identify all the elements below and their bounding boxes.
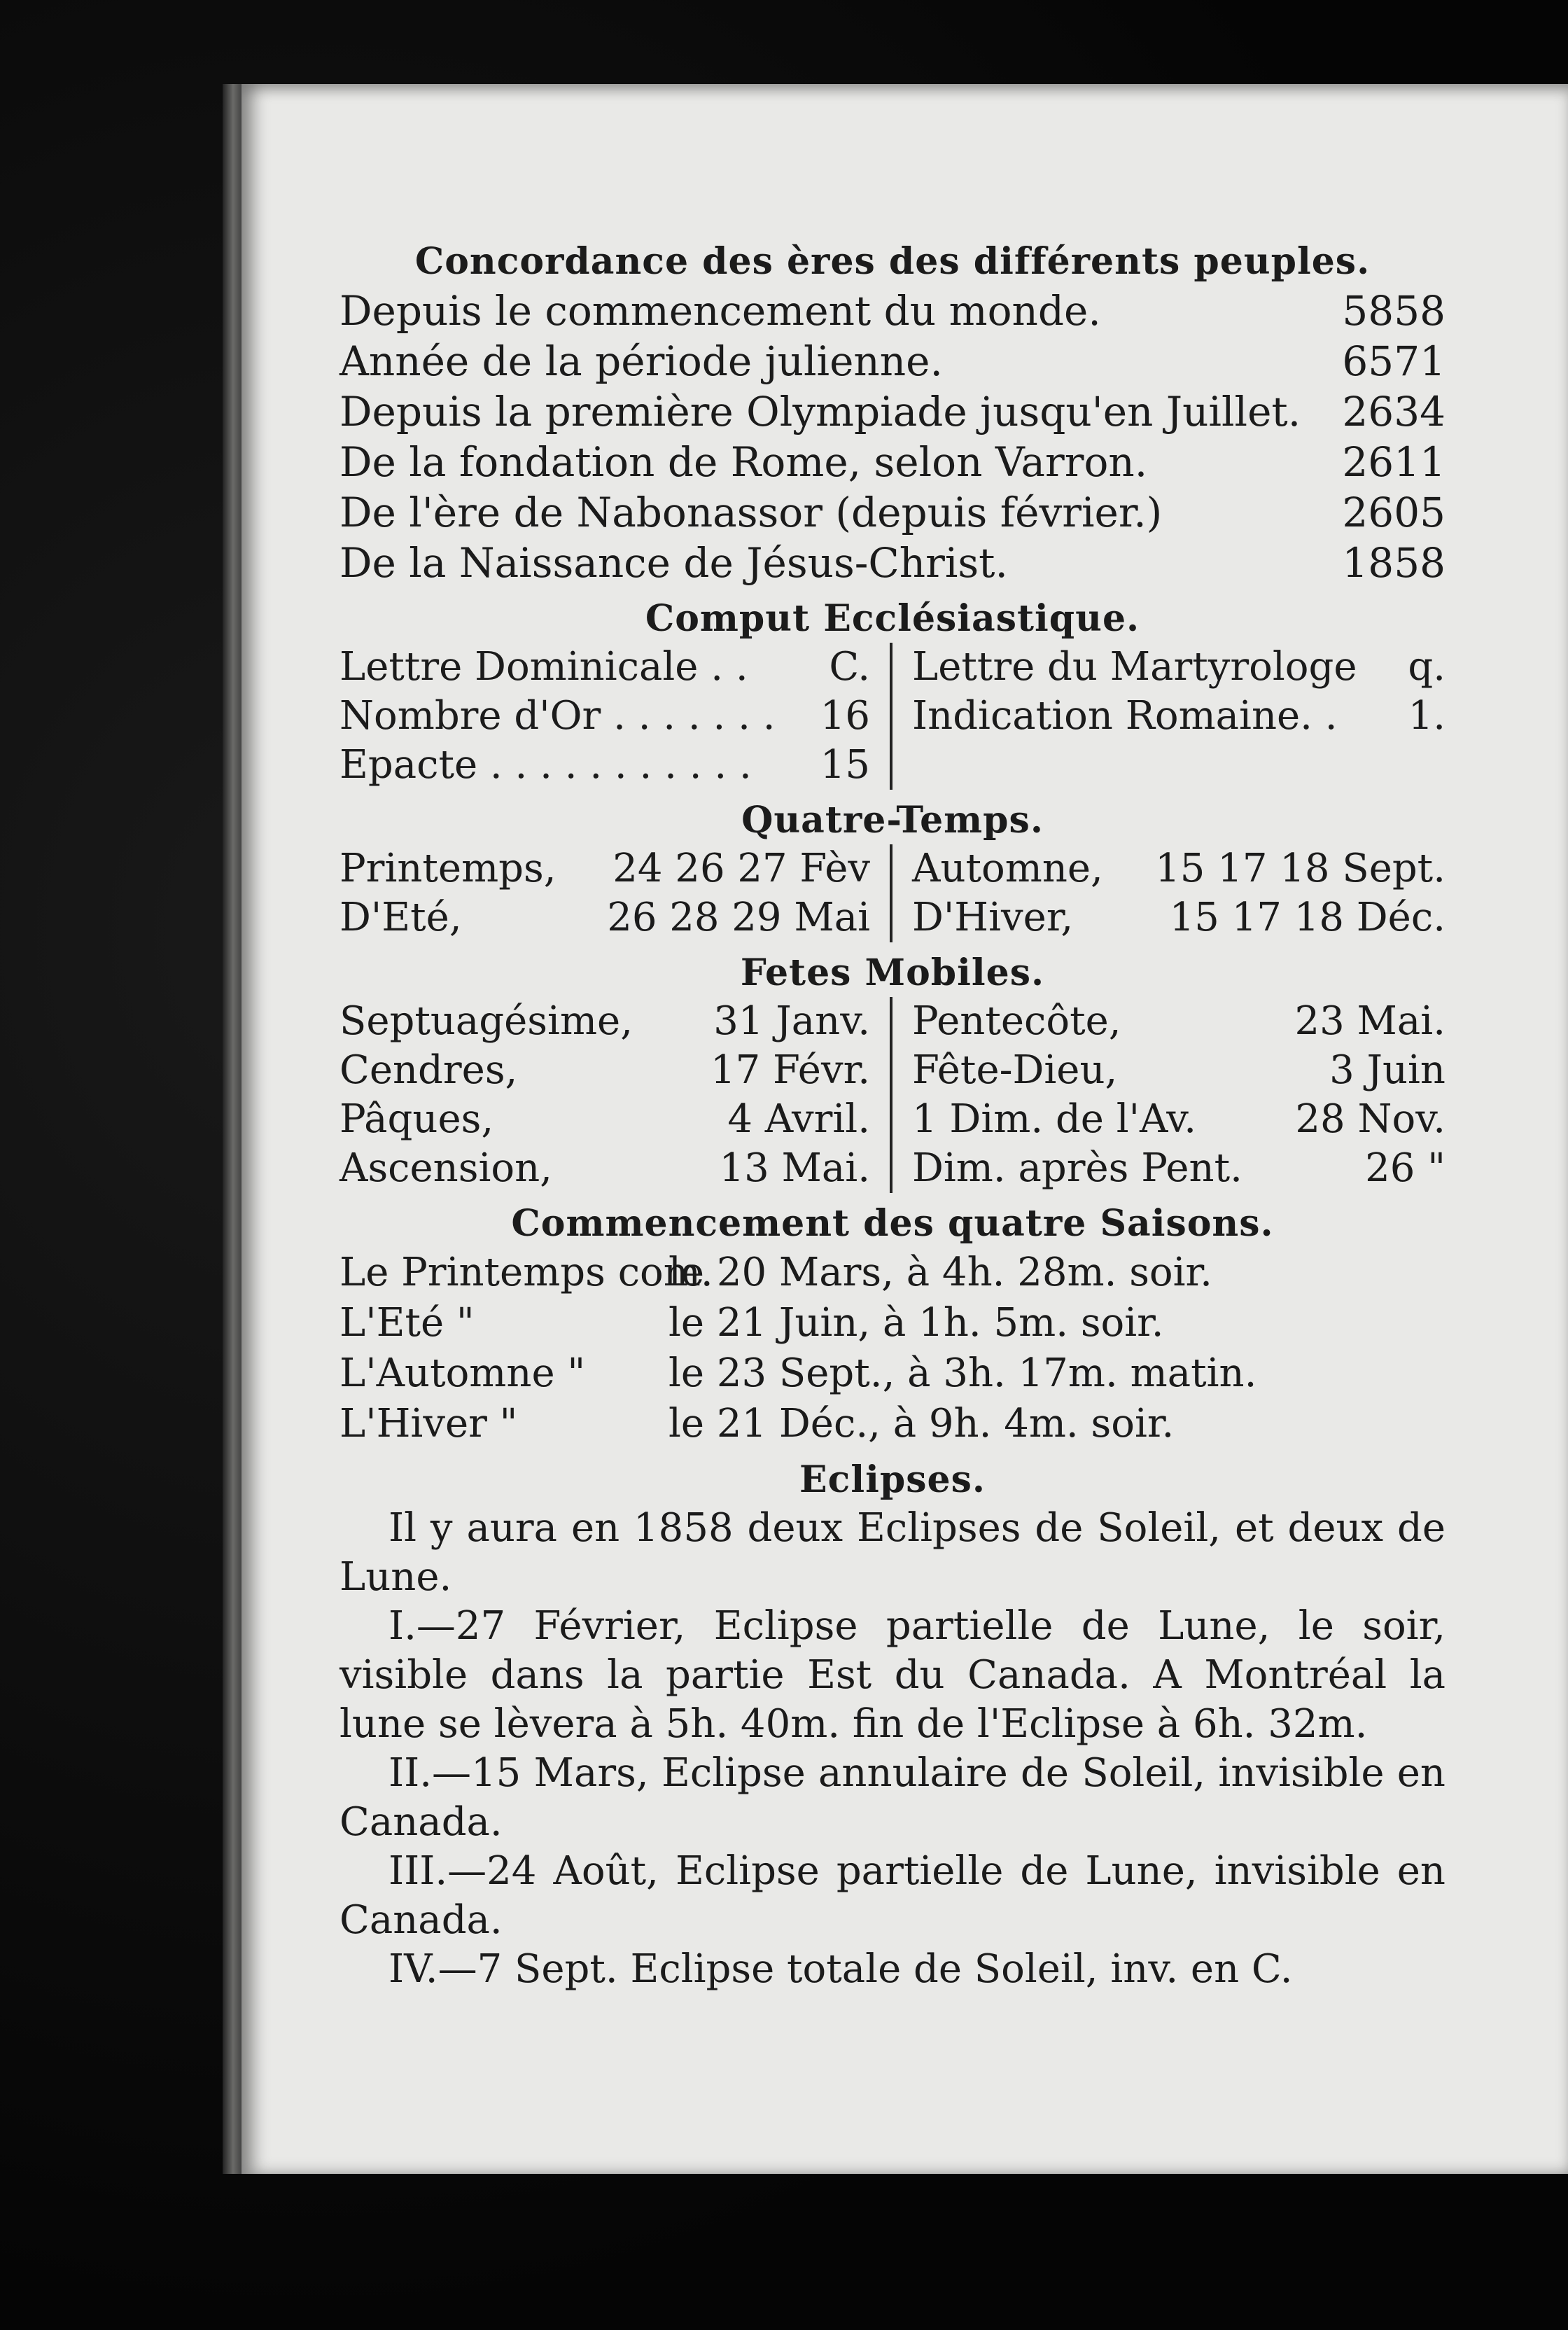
- almanac-page: [241, 84, 1568, 2174]
- era-row: Année de la période julienne. 6571: [340, 337, 1446, 385]
- fete-cell: Dim. après Pent. 26 ": [912, 1145, 1446, 1191]
- fete-cell: Septuagésime, 31 Janv.: [340, 998, 870, 1044]
- section-title-eras: Concordance des ères des différents peuples.: [414, 240, 1371, 283]
- comput-cell: Nombre d'Or . . . . . . . 16: [340, 693, 870, 739]
- era-row: De l'ère de Nabonassor (depuis février.) 2605: [340, 489, 1446, 536]
- saisons-list: [340, 1248, 1446, 1449]
- comput-table: [340, 643, 1446, 790]
- section-title-fetes: Fetes Mobiles.: [740, 951, 1045, 994]
- quatre-temps-cell: Printemps, 24 26 27 Fèv: [340, 846, 870, 891]
- section-title-comput: Comput Ecclésiastique.: [645, 597, 1140, 640]
- era-row: Depuis la première Olympiade jusqu'en Juillet. 2634: [340, 388, 1446, 435]
- fetes-table: [340, 997, 1446, 1193]
- section-title-saisons: Commencement des quatre Saisons.: [511, 1202, 1274, 1245]
- fete-cell: Pentecôte, 23 Mai.: [912, 998, 1446, 1044]
- season-row: L'Automne " le 23 Sept., à 3h. 17m. matin.: [340, 1351, 1257, 1396]
- comput-cell: Lettre Dominicale . . C.: [340, 644, 870, 690]
- fete-cell: Cendres, 17 Févr.: [340, 1047, 870, 1093]
- quatre-temps-cell: D'Eté, 26 28 29 Mai: [340, 895, 870, 940]
- fete-cell: 1 Dim. de l'Av. 28 Nov.: [912, 1096, 1446, 1142]
- season-row: L'Eté " le 21 Juin, à 1h. 5m. soir.: [340, 1300, 1164, 1346]
- page-content: [340, 238, 1446, 1994]
- comput-cell: Epacte . . . . . . . . . . . 15: [340, 742, 870, 788]
- fete-cell: Ascension, 13 Mai.: [340, 1145, 870, 1191]
- era-row: De la fondation de Rome, selon Varron. 2611: [340, 438, 1446, 486]
- fete-cell: Pâques, 4 Avril.: [340, 1096, 870, 1142]
- eras-list: [340, 286, 1446, 588]
- eclipse-entry: III.—24 Août, Eclipse partielle de Lune, invisible en Canada.: [340, 1848, 1446, 1943]
- fete-cell: Fête-Dieu, 3 Juin: [912, 1047, 1446, 1093]
- eclipse-entry: IV.—7 Sept. Eclipse totale de Soleil, inv. en C.: [388, 1946, 1293, 1992]
- quatre-temps-cell: D'Hiver, 15 17 18 Déc.: [912, 895, 1446, 940]
- quatre-temps-table: [340, 844, 1446, 942]
- era-row: Depuis le commencement du monde. 5858: [340, 287, 1446, 335]
- section-title-quatre-temps: Quatre-Temps.: [741, 799, 1044, 842]
- comput-cell: Lettre du Martyrologe q.: [912, 644, 1446, 690]
- comput-cell: Indication Romaine. . 1.: [912, 693, 1446, 739]
- page-binding-edge: [223, 84, 244, 2174]
- eclipse-entry: II.—15 Mars, Eclipse annulaire de Soleil, invisible en Canada.: [340, 1750, 1446, 1845]
- season-row: L'Hiver " le 21 Déc., à 9h. 4m. soir.: [340, 1401, 1175, 1446]
- eclipses-intro: Il y aura en 1858 deux Eclipses de Soleil, et deux de Lune.: [340, 1505, 1446, 1600]
- section-title-eclipses: Eclipses.: [799, 1458, 986, 1501]
- eclipse-entry: I.—27 Février, Eclipse partielle de Lune, le soir, visible dans la partie Est du Canada. A Montréal la lune se lèvera à 5h. 40m. fin de l'Eclipse à 6h. 32m.: [340, 1603, 1446, 1747]
- season-row: Le Printemps com. le 20 Mars, à 4h. 28m. soir.: [340, 1250, 1212, 1295]
- era-row: De la Naissance de Jésus-Christ. 1858: [340, 539, 1446, 587]
- quatre-temps-cell: Automne, 15 17 18 Sept.: [912, 846, 1446, 891]
